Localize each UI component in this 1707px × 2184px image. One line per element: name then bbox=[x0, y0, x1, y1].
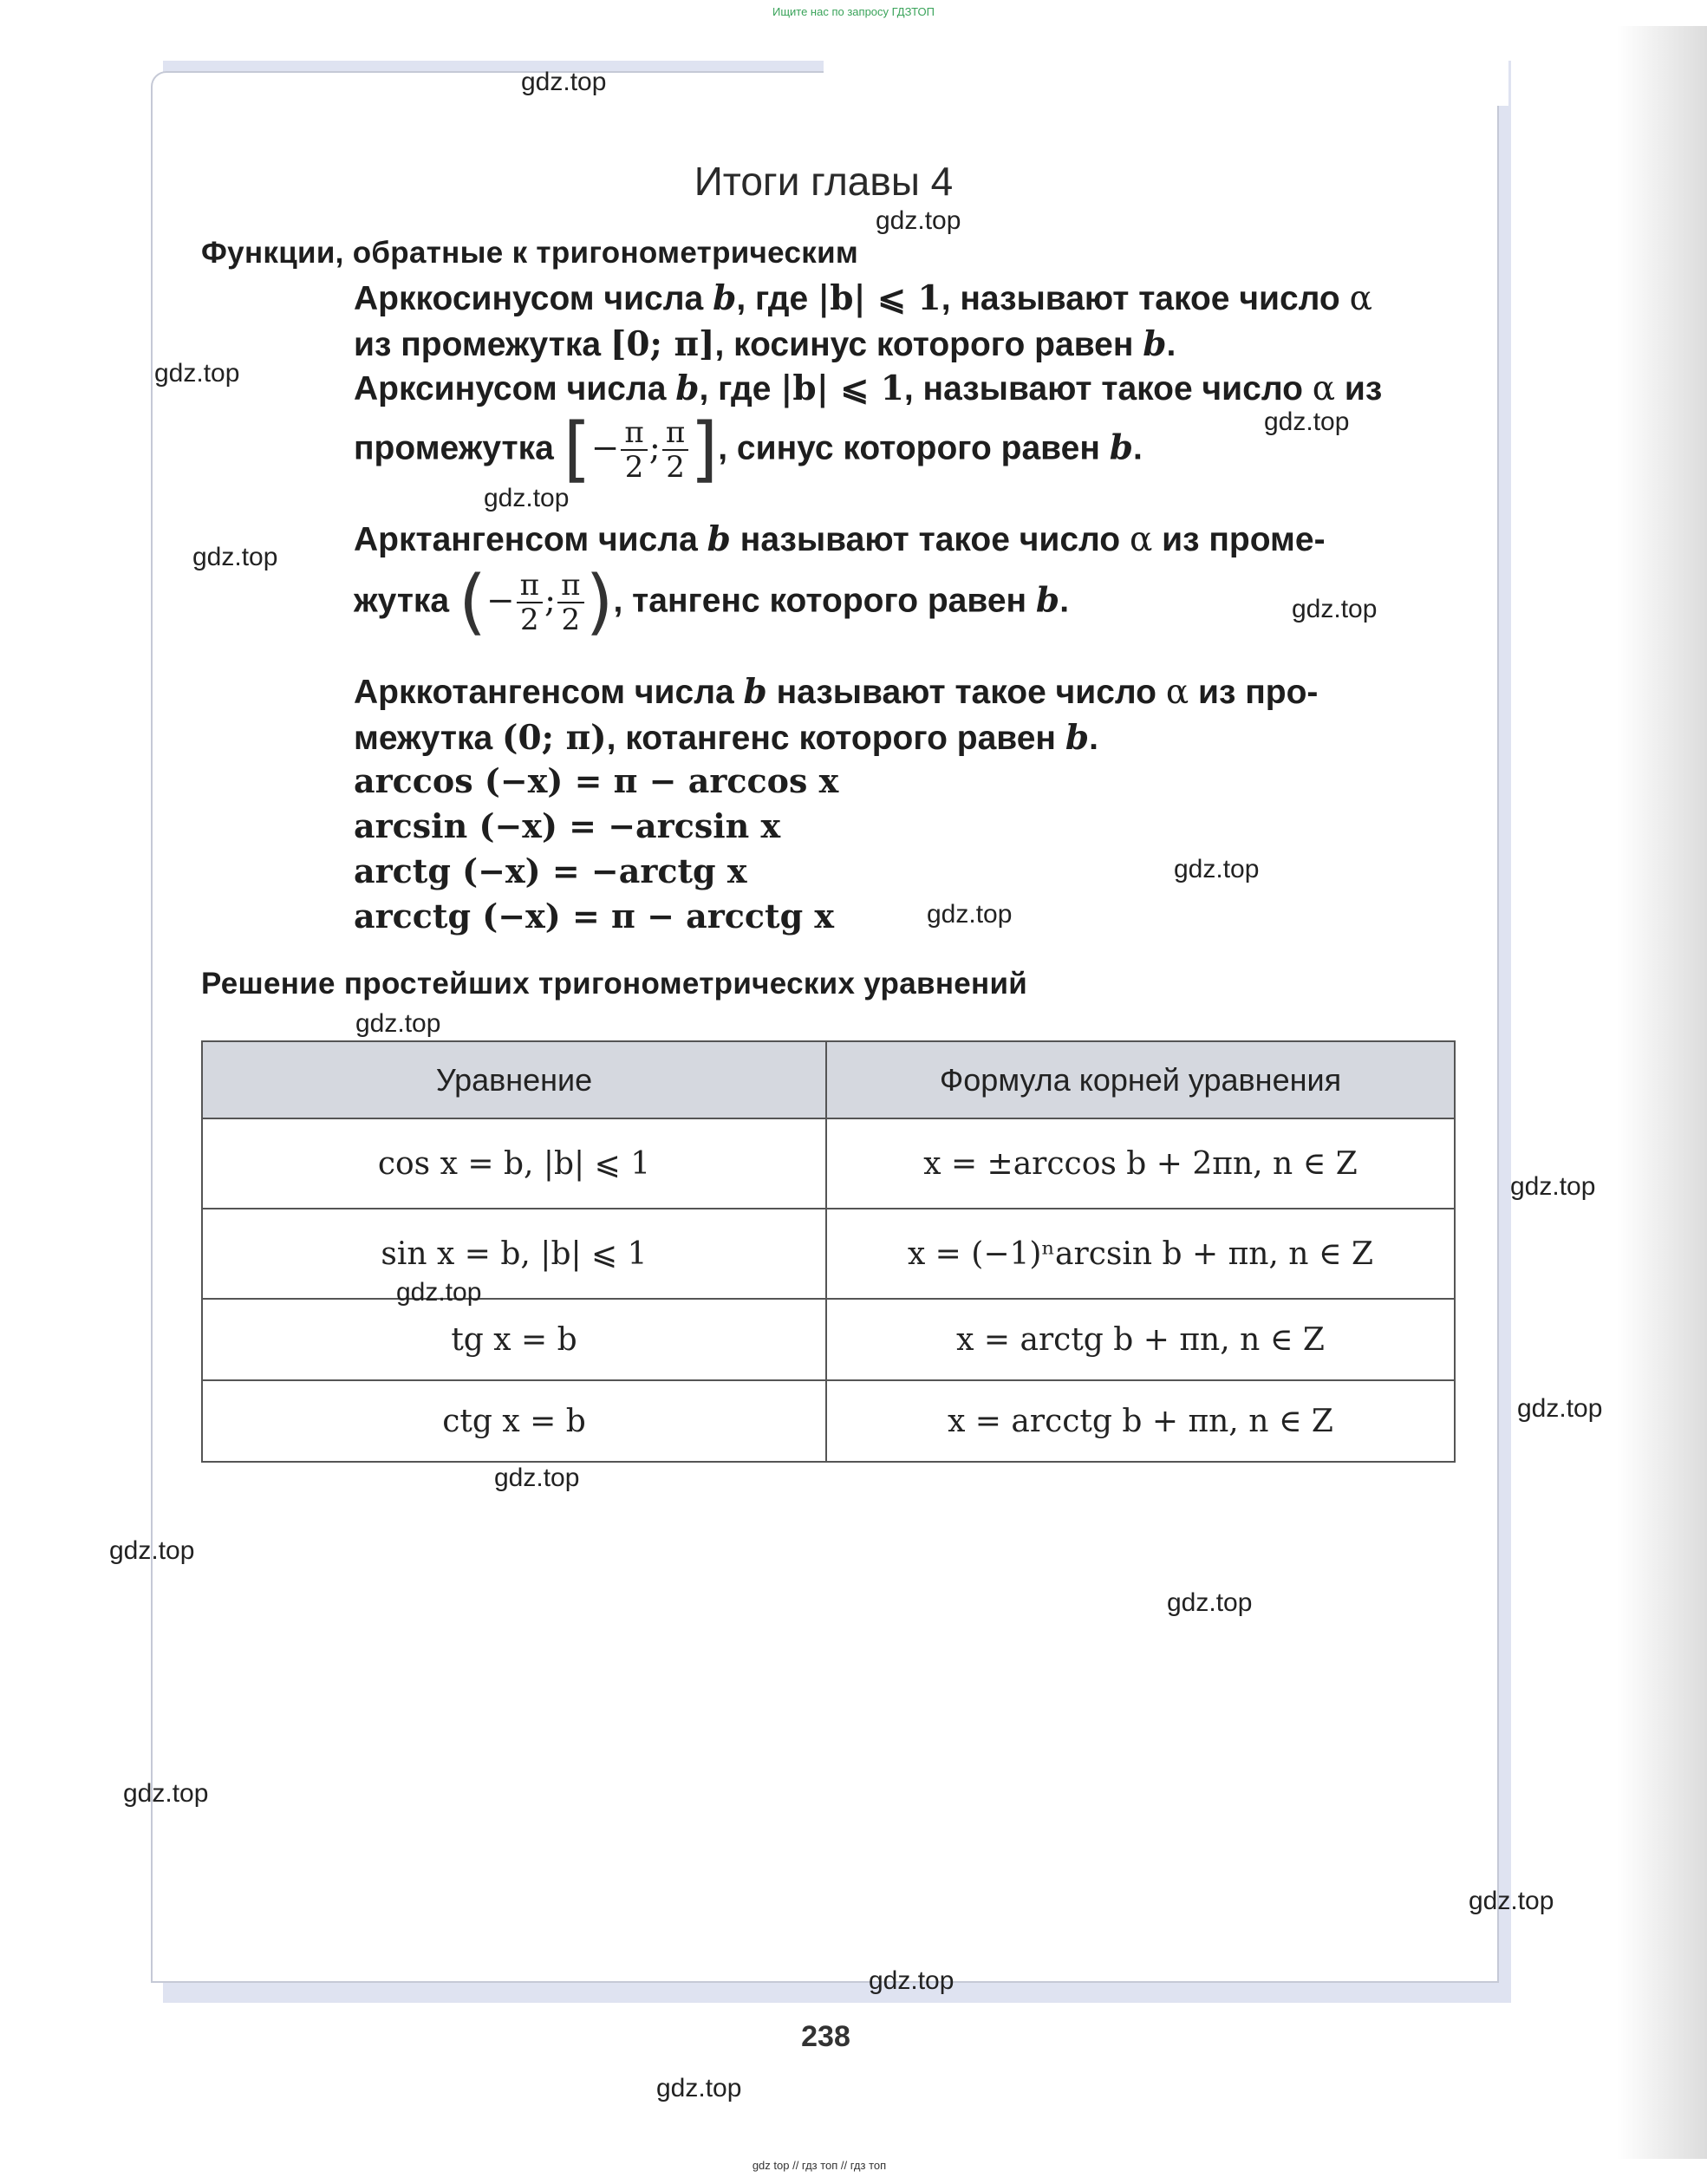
neg-pi-over-2: $\frac{\pi}{2}$ bbox=[517, 569, 543, 636]
watermark: gdz.top bbox=[396, 1278, 482, 1307]
table-header-row bbox=[202, 1041, 1455, 1118]
arccos-definition: Арккосинусом числа b, где |b| ⩽ 1, называют такое число α из промежутка [0; π], косинус которого равен b. bbox=[354, 278, 1372, 364]
arcsin-interval-line: промежутка [− $\frac{\pi}{2}$ ; $\frac{\pi}{2}$ ], синус которого равен b. bbox=[354, 408, 1143, 491]
watermark: gdz.top bbox=[109, 1536, 195, 1565]
watermark: gdz.top bbox=[656, 2074, 742, 2103]
watermark: gdz.top bbox=[1469, 1887, 1554, 1915]
watermark: gdz.top bbox=[1264, 407, 1350, 436]
neg-pi-over-2: $\frac{\pi}{2}$ bbox=[621, 416, 647, 484]
table-row bbox=[202, 1380, 1455, 1462]
column-header-roots: Формула корней уравнения bbox=[826, 1041, 1455, 1118]
pi-over-2: $\frac{\pi}{2}$ bbox=[662, 416, 688, 484]
watermark: gdz.top bbox=[927, 900, 1013, 929]
bottom-site-links[interactable]: gdz top // гдз топ // гдз топ bbox=[752, 2159, 887, 2172]
roots-cell: x = (−1)ⁿarcsin b + πn, n ∈ Z bbox=[826, 1209, 1455, 1299]
section-heading-equations: Решение простейших тригонометрических уравнений bbox=[201, 967, 1028, 1001]
watermark: gdz.top bbox=[1510, 1172, 1596, 1201]
watermark: gdz.top bbox=[355, 1009, 441, 1038]
equation-cell: cos x = b, |b| ⩽ 1 bbox=[202, 1118, 826, 1209]
equation-cell: tg x = b bbox=[202, 1299, 826, 1380]
page-number: 238 bbox=[801, 2020, 850, 2053]
watermark: gdz.top bbox=[521, 68, 607, 96]
watermark: gdz.top bbox=[494, 1464, 580, 1492]
table-row bbox=[202, 1209, 1455, 1299]
arctg-definition: Арктангенсом числа b называют такое число α из проме- bbox=[354, 519, 1326, 559]
watermark: gdz.top bbox=[123, 1779, 209, 1808]
equation-cell: ctg x = b bbox=[202, 1380, 826, 1462]
identity-arcsin: arcsin (−x) = −arcsin x bbox=[354, 806, 781, 845]
watermark: gdz.top bbox=[876, 206, 961, 235]
identity-arctg: arctg (−x) = −arctg x bbox=[354, 851, 747, 890]
arctg-interval-line: жутка (− $\frac{\pi}{2}$ ; $\frac{\pi}{2}$ ), тангенс которого равен b. bbox=[354, 561, 1070, 643]
watermark: gdz.top bbox=[154, 359, 240, 388]
pi-over-2: $\frac{\pi}{2}$ bbox=[557, 569, 583, 636]
identity-arcctg: arcctg (−x) = π − arcctg x bbox=[354, 896, 835, 936]
watermark: gdz.top bbox=[192, 543, 278, 571]
table-row bbox=[202, 1118, 1455, 1209]
chapter-summary-title: Итоги главы 4 bbox=[694, 159, 954, 204]
arcctg-definition: Арккотангенсом числа b называют такое число α из про- межутка (0; π), котангенс которого равен b. bbox=[354, 672, 1319, 758]
watermark: gdz.top bbox=[1174, 855, 1260, 883]
card-tab-cutout bbox=[824, 54, 1508, 106]
column-header-equation: Уравнение bbox=[202, 1041, 826, 1118]
roots-cell: x = arcctg b + πn, n ∈ Z bbox=[826, 1380, 1455, 1462]
watermark: gdz.top bbox=[1517, 1394, 1603, 1423]
page-edge-shadow bbox=[1617, 26, 1707, 2159]
roots-cell: x = ±arccos b + 2πn, n ∈ Z bbox=[826, 1118, 1455, 1209]
watermark: gdz.top bbox=[1167, 1588, 1253, 1617]
identity-arccos: arccos (−x) = π − arccos x bbox=[354, 761, 839, 800]
top-search-link[interactable]: Ищите нас по запросу ГДЗТОП bbox=[772, 5, 935, 18]
roots-cell: x = arctg b + πn, n ∈ Z bbox=[826, 1299, 1455, 1380]
equation-cell: sin x = b, |b| ⩽ 1 bbox=[202, 1209, 826, 1299]
equations-table bbox=[201, 1040, 1456, 1463]
section-heading-inverse-functions: Функции, обратные к тригонометрическим bbox=[201, 236, 859, 270]
watermark: gdz.top bbox=[484, 484, 570, 512]
watermark: gdz.top bbox=[1292, 595, 1378, 623]
watermark: gdz.top bbox=[869, 1966, 954, 1995]
table-row bbox=[202, 1299, 1455, 1380]
arcsin-definition: Арксинусом числа b, где |b| ⩽ 1, называют такое число α из bbox=[354, 368, 1383, 408]
